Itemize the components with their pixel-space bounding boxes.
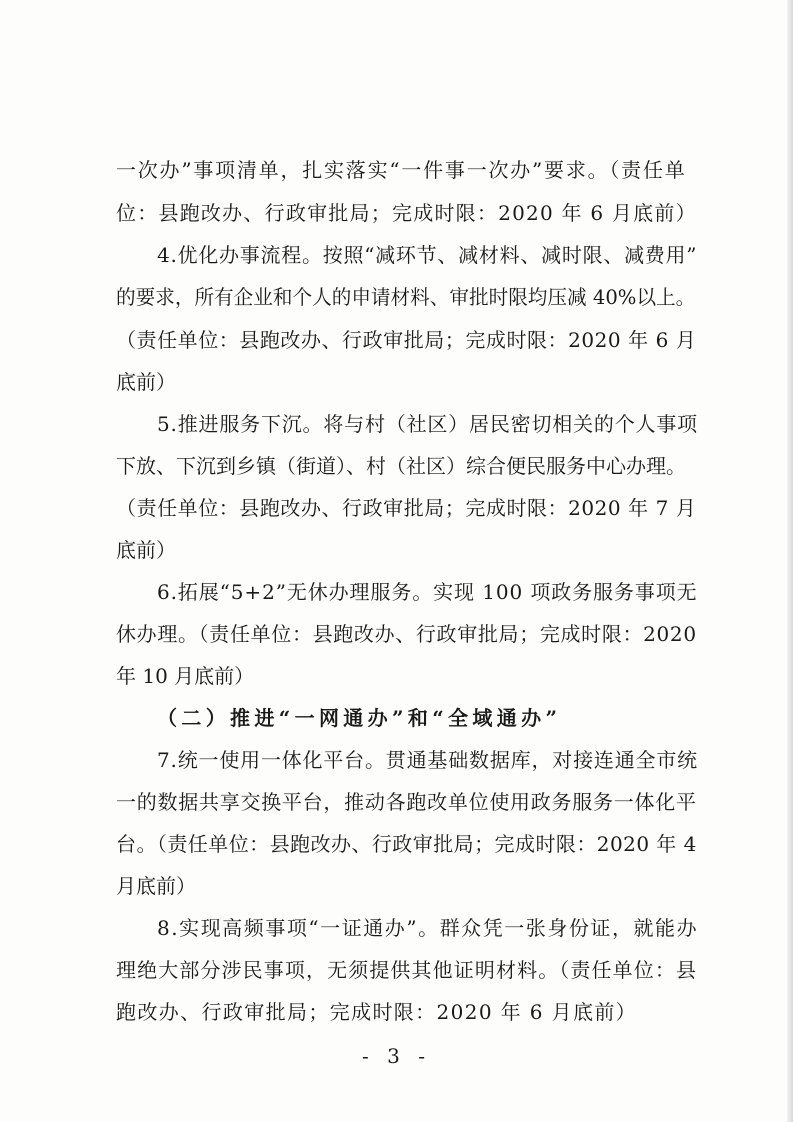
text-line: 5.推进服务下沉。将与村（社区）居民密切相关的个人事项 [157,412,698,436]
text-line: 理绝大部分涉民事项，无须提供其他证明材料。（责任单位：县 [116,958,698,982]
text-line: （责任单位：县跑改办、行政审批局；完成时限：2020 年 6 月 [116,328,697,352]
text-line: 6.拓展“5+2”无休办理服务。实现 100 项政务服务事项无 [157,580,698,604]
text-line: 一的数据共享交换平台，推动各跑改单位使用政务服务一体化平 [116,790,697,814]
text-line: 位：县跑改办、行政审批局；完成时限：2020 年 6 月底前） [116,201,697,225]
text-line: 底前） [116,370,176,394]
text-line: 跑改办、行政审批局；完成时限：2020 年 6 月底前） [116,1000,638,1024]
text-line: 7.统一使用一体化平台。贯通基础数据库，对接连通全市统 [157,748,698,772]
text-line: 台。（责任单位：县跑改办、行政审批局；完成时限：2020 年 4 [116,832,697,856]
text-line: 下放、下沉到乡镇（街道）、村（社区）综合便民服务中心办理。 [116,454,686,478]
text-line: （责任单位：县跑改办、行政审批局；完成时限：2020 年 7 月 [116,496,697,520]
section-heading: （二）推进“一网通办”和“全域通办” [157,706,562,730]
text-line: 底前） [116,538,176,562]
text-line: 休办理。（责任单位：县跑改办、行政审批局；完成时限：2020 [116,622,697,646]
text-line: 4.优化办事流程。按照“减环节、减材料、减时限、减费用” [157,243,698,267]
text-line: 8.实现高频事项“一证通办”。群众凭一张身份证，就能办 [157,916,699,940]
text-line: 一次办”事项清单，扎实落实“一件事一次办”要求。（责任单 [116,158,687,182]
page-number: - 3 - [362,1044,431,1068]
text-line: 年 10 月底前） [116,664,255,688]
text-line: 月底前） [116,874,196,898]
text-line: 的要求，所有企业和个人的申请材料、审批时限均压减 40%以上。 [116,286,696,309]
